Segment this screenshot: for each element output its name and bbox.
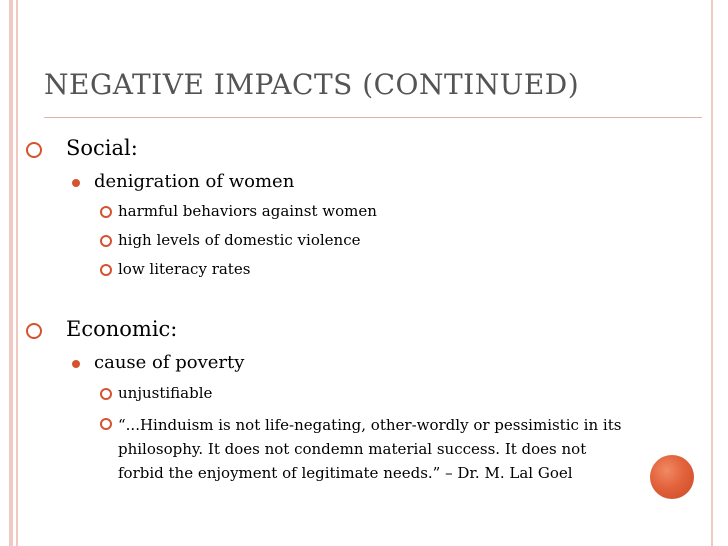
ring-bullet-icon <box>100 235 112 247</box>
sub-bullet-label: cause of poverty <box>94 352 245 373</box>
item-label: high levels of domestic violence <box>118 231 361 249</box>
sub-bullet-denigration <box>72 171 294 192</box>
ring-bullet-icon <box>100 418 112 430</box>
decorative-orb <box>650 455 694 499</box>
sub-bullet-poverty <box>72 352 244 373</box>
item-label: harmful behaviors against women <box>118 202 377 220</box>
ring-bullet-icon <box>26 142 42 158</box>
bullet-economic <box>26 317 177 341</box>
item-domestic-violence <box>100 230 360 251</box>
sub-bullet-label: denigration of women <box>94 171 295 192</box>
item-label: unjustifiable <box>118 384 213 402</box>
dot-bullet-icon <box>72 179 80 187</box>
ring-bullet-icon <box>100 264 112 276</box>
quote-text: “...Hinduism is not life-negating, other-wordly or pessimistic in its philosophy. It does not condemn material success. It does not forbid the enjoyment of legitimate needs.” – Dr. M. Lal Goel <box>118 416 622 482</box>
ring-bullet-icon <box>100 206 112 218</box>
bullet-label: Economic: <box>66 317 178 341</box>
slide-title: NEGATIVE IMPACTS (CONTINUED) <box>44 68 580 101</box>
item-label: low literacy rates <box>118 260 251 278</box>
item-harmful-behaviors <box>100 201 377 222</box>
item-unjustifiable <box>100 383 212 404</box>
bullet-social <box>26 136 138 160</box>
item-quote <box>100 413 630 485</box>
ring-bullet-icon <box>26 323 42 339</box>
bullet-label: Social: <box>66 136 138 160</box>
ring-bullet-icon <box>100 388 112 400</box>
dot-bullet-icon <box>72 360 80 368</box>
item-literacy-rates <box>100 259 250 280</box>
